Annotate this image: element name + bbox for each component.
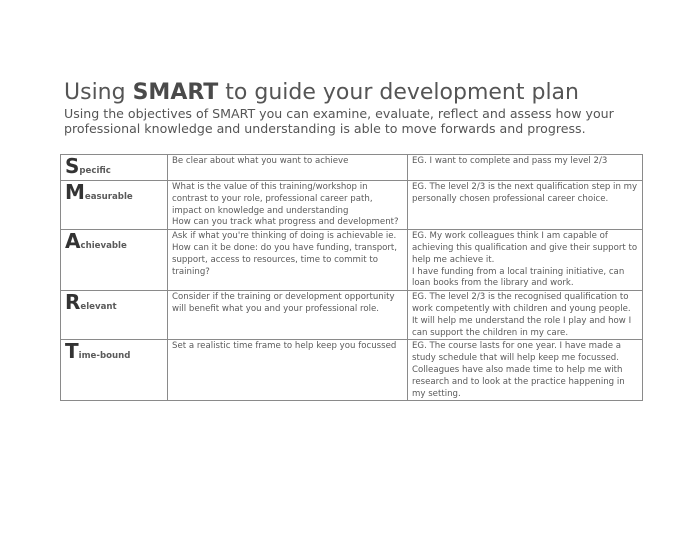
term-rest: ime-bound: [78, 351, 131, 362]
term-cell: [61, 230, 168, 291]
title-emphasis: SMART: [132, 80, 219, 105]
page-title: [64, 80, 579, 106]
title-prefix: Using: [64, 80, 133, 105]
guidance-cell: What is the value of this training/workshop in contrast to your role, professional career path, impact on knowledge and understanding How can you track what progress and development?: [168, 181, 408, 230]
smart-table: [60, 154, 643, 401]
table-row: [61, 340, 643, 401]
guidance-cell: Consider if the training or development opportunity will benefit what you and your professional role.: [168, 291, 408, 340]
example-cell: EG. I want to complete and pass my level 2/3: [408, 155, 643, 181]
term-initial: S: [65, 154, 80, 178]
intro-paragraph: Using the objectives of SMART you can examine, evaluate, reflect and assess how your professional knowledge and understanding is able to move forwards and progress.: [64, 106, 614, 136]
guidance-cell: Set a realistic time frame to help keep you focussed: [168, 340, 408, 401]
term-initial: R: [65, 290, 81, 315]
term-rest: pecific: [79, 166, 111, 176]
example-cell: EG. The course lasts for one year. I have made a study schedule that will help keep me focussed. Colleagues have also made time to help me with research and to look at the practice happening in my setting.: [408, 340, 643, 401]
term-initial: T: [65, 339, 79, 364]
term-cell: [61, 155, 168, 181]
guidance-cell: Ask if what you're thinking of doing is achievable ie. How can it be done: do you have funding, transport, support, access to resources, time to commit to training?: [168, 230, 408, 291]
title-suffix: to guide your development plan: [218, 80, 579, 105]
term-cell: [61, 340, 168, 401]
term-rest: elevant: [80, 302, 117, 313]
term-cell: [61, 181, 168, 230]
guidance-cell: Be clear about what you want to achieve: [168, 155, 408, 181]
table-row: [61, 291, 643, 340]
term-cell: [61, 291, 168, 340]
example-cell: EG. The level 2/3 is the recognised qualification to work competently with children and young people. It will help me understand the role I play and how I can support the children in my care.: [408, 291, 643, 340]
term-initial: M: [65, 180, 85, 204]
table-row: [61, 155, 643, 181]
term-rest: easurable: [84, 192, 133, 202]
table-row: [61, 230, 643, 291]
term-rest: chievable: [80, 241, 127, 252]
example-cell: EG. My work colleagues think I am capable of achieving this qualification and give their support to help me achieve it. I have funding from a local training initiative, can loan books from the library and work.: [408, 230, 643, 291]
term-initial: A: [65, 229, 81, 254]
table-row: [61, 181, 643, 230]
example-cell: EG. The level 2/3 is the next qualification step in my personally chosen professional career choice.: [408, 181, 643, 230]
